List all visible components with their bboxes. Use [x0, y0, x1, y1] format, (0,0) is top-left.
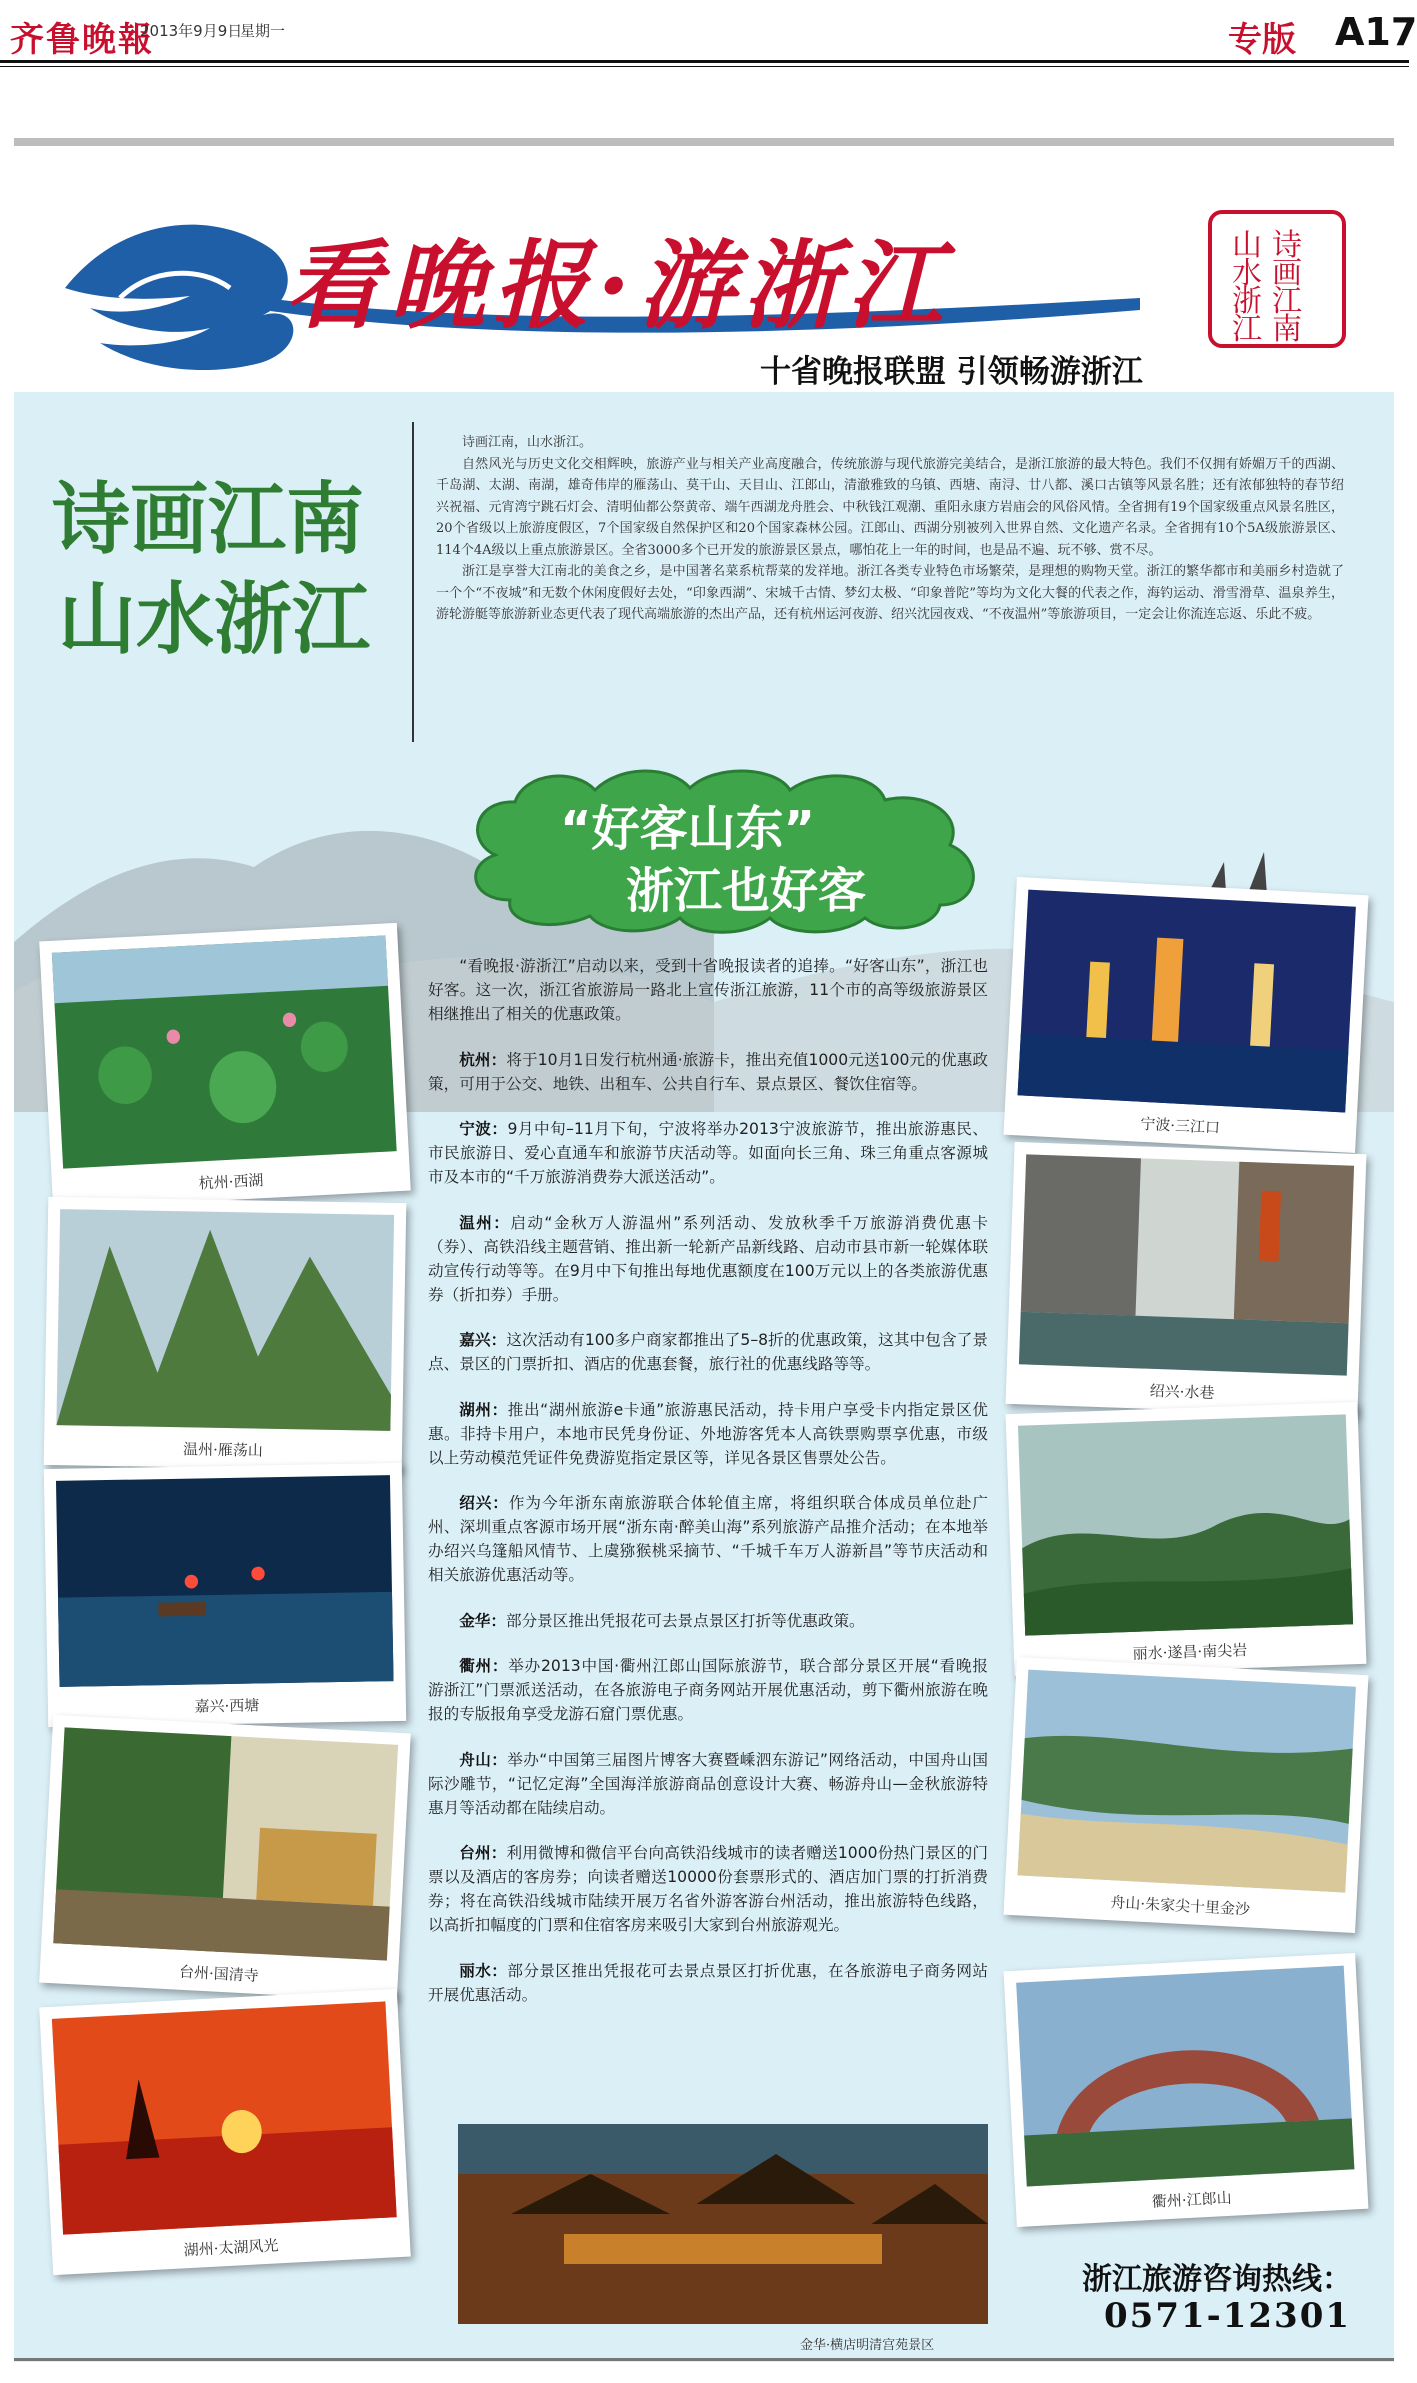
photo-shaoxing — [1006, 1142, 1367, 1416]
city-label: 杭州： — [459, 1050, 507, 1069]
article-item — [428, 1959, 988, 2007]
calligraphy-line-1: 诗画江南 — [52, 474, 365, 565]
city-text: 举办“中国第三届图片博客大赛暨嵊泗东游记”网络活动，中国舟山国际沙雕节，“记忆定海”全国海洋旅游商品创意设计大赛、畅游舟山—金秋旅游特惠月等活动都在陆续启动。 — [428, 1750, 988, 1817]
city-label: 绍兴： — [459, 1494, 509, 1512]
city-text: 启动“金秋万人游温州”系列活动、发放秋季千万旅游消费优惠卡（券）、高铁沿线主题营销、推出新一轮新产品新线路、启动市县市新一轮媒体联动宣传行动等等。在9月中下旬推出每地优惠额度在100万元以上的各类旅游优惠券（折扣券）手册。 — [428, 1213, 988, 1304]
city-label: 舟山： — [459, 1750, 508, 1769]
issue-date: 2013年9月9日 — [140, 22, 243, 40]
city-label: 丽水： — [459, 1961, 508, 1980]
intro-paragraph: 浙江是享誉大江南北的美食之乡，是中国著名菜系杭帮菜的发祥地。浙江各类专业特色市场繁荣，是理想的购物天堂。浙江的繁华都市和美丽乡村造就了一个个“不夜城”和无数个休闲度假好去处，“印象西湖”、宋城千古情、梦幻太极、“印象普陀”等均为文化大餐的代表之作，海钓运动、滑雪滑草、温泉养生，游轮游艇等旅游新业态更代表了现代高端旅游的杰出产品，还有杭州运河夜游、绍兴沈园夜戏、“不夜温州”等旅游项目，一定会让你流连忘返、乐此不疲。 — [436, 564, 1344, 622]
seal-char: 江 — [1272, 284, 1302, 319]
photo-jinhua — [458, 2124, 988, 2324]
city-label: 湖州： — [459, 1400, 508, 1419]
photo-caption: 嘉兴·西塘 — [194, 1696, 260, 1716]
photo-caption: 金华·横店明清宫苑景区 — [800, 2338, 935, 2353]
city-label: 衢州： — [459, 1657, 509, 1675]
article-item — [428, 1654, 1004, 1726]
intro-paragraph: 诗画江南，山水浙江。 — [462, 435, 593, 450]
banner-subtitle: 十省晚报联盟 引领畅游浙江 — [760, 354, 1143, 390]
header-rule — [0, 60, 1409, 63]
seal-char: 南 — [1272, 312, 1302, 347]
issue-weekday: 星期一 — [240, 22, 286, 40]
intro-paragraph: 自然风光与历史文化交相辉映，旅游产业与相关产业高度融合，传统旅游与现代旅游完美结合，是浙江旅游的最大特色。我们不仅拥有娇媚万千的西湖、千岛湖、太湖、南湖，雄奇伟岸的雁荡山、莫干山、天目山、江郎山，清澈雅致的乌镇、西塘、南浔、廿八都、溪口古镇等风景名胜；还有浓郁独特的春节绍兴祝福、元宵湾宁跳石灯会、清明仙都公祭黄帝、端午西湖龙舟胜会、中秋钱江观潮、重阳永康方岩庙会的风俗风情。全省拥有19个国家级重点风景名胜区，20个省级以上旅游度假区，7个国家级自然保护区和20个国家森林公园。江郎山、西湖分别被列入世界自然、文化遗产名录。全省拥有10个5A级旅游景区、114个4A级以上重点旅游景区。全省3000多个已开发的旅游景区景点，哪怕花上一年的时间，也是品不遍、玩不够、赏不尽。 — [436, 456, 1344, 558]
photo-ningbo — [1003, 877, 1368, 1153]
photo-caption: 湖州·太湖风光 — [183, 2236, 279, 2260]
photo-wenzhou — [44, 1197, 407, 1471]
article-lead: “看晚报·游浙江”启动以来，受到十省晚报读者的追捧。“好客山东”，浙江也好客。这一次，浙江省旅游局一路北上宣传浙江旅游，11个市的高等级旅游景区相继推出了相关的优惠政策。 — [428, 957, 988, 1023]
header-rule-thin — [0, 66, 1409, 67]
seal-char: 山 — [1232, 228, 1262, 263]
panel-bottom-rule — [14, 2358, 1394, 2361]
column-divider — [412, 422, 414, 742]
divider-band — [14, 138, 1394, 146]
seal-char: 画 — [1272, 256, 1302, 291]
photo-lishui — [1006, 1402, 1367, 1676]
city-label: 温州： — [459, 1213, 511, 1232]
photo-caption: 温州·雁荡山 — [182, 1440, 264, 1460]
photo-hangzhou — [39, 923, 411, 1209]
city-label: 嘉兴： — [459, 1331, 507, 1349]
section-label: 专版 — [1228, 20, 1296, 60]
article-item — [428, 1211, 988, 1307]
calligraphy-line-2: 山水浙江 — [58, 574, 371, 665]
photo-caption: 衢州·江郎山 — [1151, 2188, 1233, 2211]
banner-title: 看晚报·游浙江 — [285, 229, 951, 342]
article-body — [428, 954, 1004, 2028]
city-label: 台州： — [459, 1844, 507, 1862]
city-text: 将于10月1日发行杭州通·旅游卡，推出充值1000元送100元的优惠政策，可用于公交、地铁、出租车、公共自行车、景点景区、餐饮住宿等。 — [428, 1050, 988, 1093]
city-text: 举办2013中国·衢州江郎山国际旅游节，联合部分景区开展“看晚报 游浙江”门票派送活动，在各旅游电子商务网站开展优惠活动，剪下衢州旅游在晚报的专版报角享受龙游石窟门票优惠。 — [428, 1657, 1004, 1723]
seal-char: 诗 — [1272, 228, 1302, 263]
photo-caption: 台州·国清寺 — [178, 1962, 260, 1985]
photo-caption: 丽水·遂昌·南尖岩 — [1132, 1640, 1248, 1663]
city-text: 作为今年浙东南旅游联合体轮值主席，将组织联合体成员单位赴广州、深圳重点客源市场开展“浙东南·醉美山海”系列旅游产品推介活动；在本地举办绍兴乌篷船风情节、上虞猕猴桃采摘节、“千城千车万人游新昌”等节庆活动和相关旅游优惠活动等。 — [428, 1494, 988, 1584]
calligraphy-title — [52, 470, 402, 670]
photo-taizhou — [39, 1715, 411, 2001]
intro-text — [436, 432, 1344, 626]
city-text: 利用微博和微信平台向高铁沿线城市的读者赠送1000份热门景区的门票以及酒店的客房券；向读者赠送10000份套票形式的、酒店加门票的打折消费券；将在高铁沿线城市陆续开展万名省外游客游台州活动，推出旅游特色线路，以高折扣幅度的门票和住宿客房来吸引大家到台州旅游观光。 — [428, 1844, 988, 1934]
photo-quzhou — [1004, 1953, 1369, 2227]
headline-line-2: 浙江也好客 — [626, 863, 867, 919]
page-header — [0, 0, 1417, 62]
city-text: 这次活动有100多户商家都推出了5–8折的优惠政策，这其中包含了景点、景区的门票折扣、酒店的优惠套餐，旅行社的优惠线路等等。 — [428, 1331, 988, 1373]
photo-caption: 绍兴·水巷 — [1149, 1381, 1215, 1403]
headline-line-1: “好客山东” — [560, 801, 816, 857]
hotline-number: 0571-12301 — [1104, 2296, 1352, 2336]
photo-zhoushan — [1003, 1657, 1368, 1933]
article-item — [428, 1841, 988, 1937]
article-item — [428, 1491, 988, 1587]
photo-caption: 宁波·三江口 — [1139, 1114, 1221, 1137]
photo-jiaxing — [44, 1463, 406, 1727]
article-item — [428, 1328, 988, 1376]
city-text: 9月中旬–11月下旬，宁波将举办2013宁波旅游节，推出旅游惠民、市民旅游日、爱心直通车和旅游节庆活动等。如面向长三角、珠三角重点客源城市及本市的“千万旅游消费券大派送活动”。 — [428, 1120, 988, 1186]
article-item — [428, 1609, 988, 1633]
seal-stamp — [1208, 210, 1346, 348]
seal-char: 江 — [1232, 312, 1262, 347]
city-label: 宁波： — [459, 1120, 508, 1138]
photo-caption: 杭州·西湖 — [198, 1171, 264, 1193]
article-item — [428, 1398, 988, 1470]
seal-char: 浙 — [1232, 284, 1262, 319]
article-item — [428, 1048, 988, 1096]
hotline-label: 浙江旅游咨询热线： — [1082, 2262, 1352, 2297]
article-item — [428, 1748, 988, 1820]
city-label: 金华： — [459, 1611, 506, 1630]
photo-huzhou — [39, 1989, 411, 2275]
photo-caption: 舟山·朱家尖十里金沙 — [1109, 1893, 1251, 1919]
newspaper-name: 齐鲁晚報 — [10, 20, 154, 60]
city-text: 部分景区推出凭报花可去景点景区打折优惠，在各旅游电子商务网站开展优惠活动。 — [428, 1961, 988, 2004]
article-item — [428, 1117, 988, 1189]
city-text: 部分景区推出凭报花可去景点景区打折等优惠政策。 — [505, 1611, 865, 1630]
page-number: A17 — [1335, 10, 1417, 54]
city-text: 推出“湖州旅游e卡通”旅游惠民活动，持卡用户享受卡内指定景区优惠。非持卡用户，本地市民凭身份证、外地游客凭本人高铁票购票享优惠，市级以上劳动模范凭证件免费游览指定景区等，详见各景区售票处公告。 — [428, 1400, 988, 1467]
seal-char: 水 — [1232, 256, 1262, 291]
banner — [60, 178, 1340, 408]
